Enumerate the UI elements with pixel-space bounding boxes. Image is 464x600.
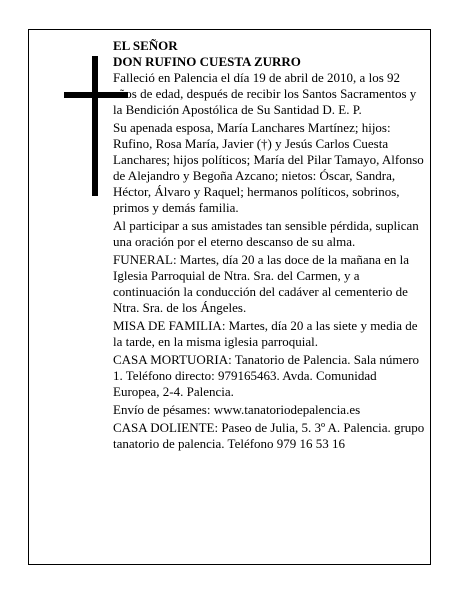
funeral-info: FUNERAL: Martes, día 20 a las doce de la mañana en la Iglesia Parroquial de Ntra. Sra. del Carmen, y a continuación la conducción del cadáver al cementerio de Ntra. Sra. de los Ángeles.: [113, 252, 410, 315]
death-announcement: Falleció en Palencia el día 19 de abril de 2010, a los 92 años de edad, después de recibir los Santos Sacramentos y la Bendición Apostólica de Su Santidad D. E. P.: [113, 70, 417, 117]
prayer-request: Al participar a sus amistades tan sensible pérdida, suplican una oración por el eterno descanso de su alma.: [113, 218, 419, 249]
obituary-notice: [28, 29, 431, 565]
deceased-name: DON RUFINO CUESTA ZURRO: [113, 54, 301, 69]
family-home-info: CASA DOLIENTE: Paseo de Julia, 5. 3º A. Palencia. grupo tanatorio de palencia. Teléfono 979 16 53 16: [113, 420, 425, 451]
cross-vertical-bar: [92, 56, 98, 196]
notice-text: [113, 38, 425, 454]
funeral-home-info: CASA MORTUORIA: Tanatorio de Palencia. Sala número 1. Teléfono directo: 979165463. Avda. Comunidad Europea, 2-4. Palencia.: [113, 352, 420, 399]
family-mass-info: MISA DE FAMILIA: Martes, día 20 a las siete y media de la tarde, en la misma iglesia parroquial.: [113, 318, 418, 349]
family-list: Su apenada esposa, María Lanchares Martínez; hijos: Rufino, Rosa María, Javier (†) y Jesús Carlos Cuesta Lanchares; hijos políticos; María del Pilar Tamayo, Alfonso de Alejandro y Begoña Azcano; nietos: Óscar, Sandra, Héctor, Álvaro y Raquel; hermanos políticos, sobrinos, primos y demás familia.: [113, 120, 424, 215]
heading-title: EL SEÑOR: [113, 38, 178, 53]
condolences-info: Envío de pésames: www.tanatoriodepalencia.es: [113, 402, 361, 417]
